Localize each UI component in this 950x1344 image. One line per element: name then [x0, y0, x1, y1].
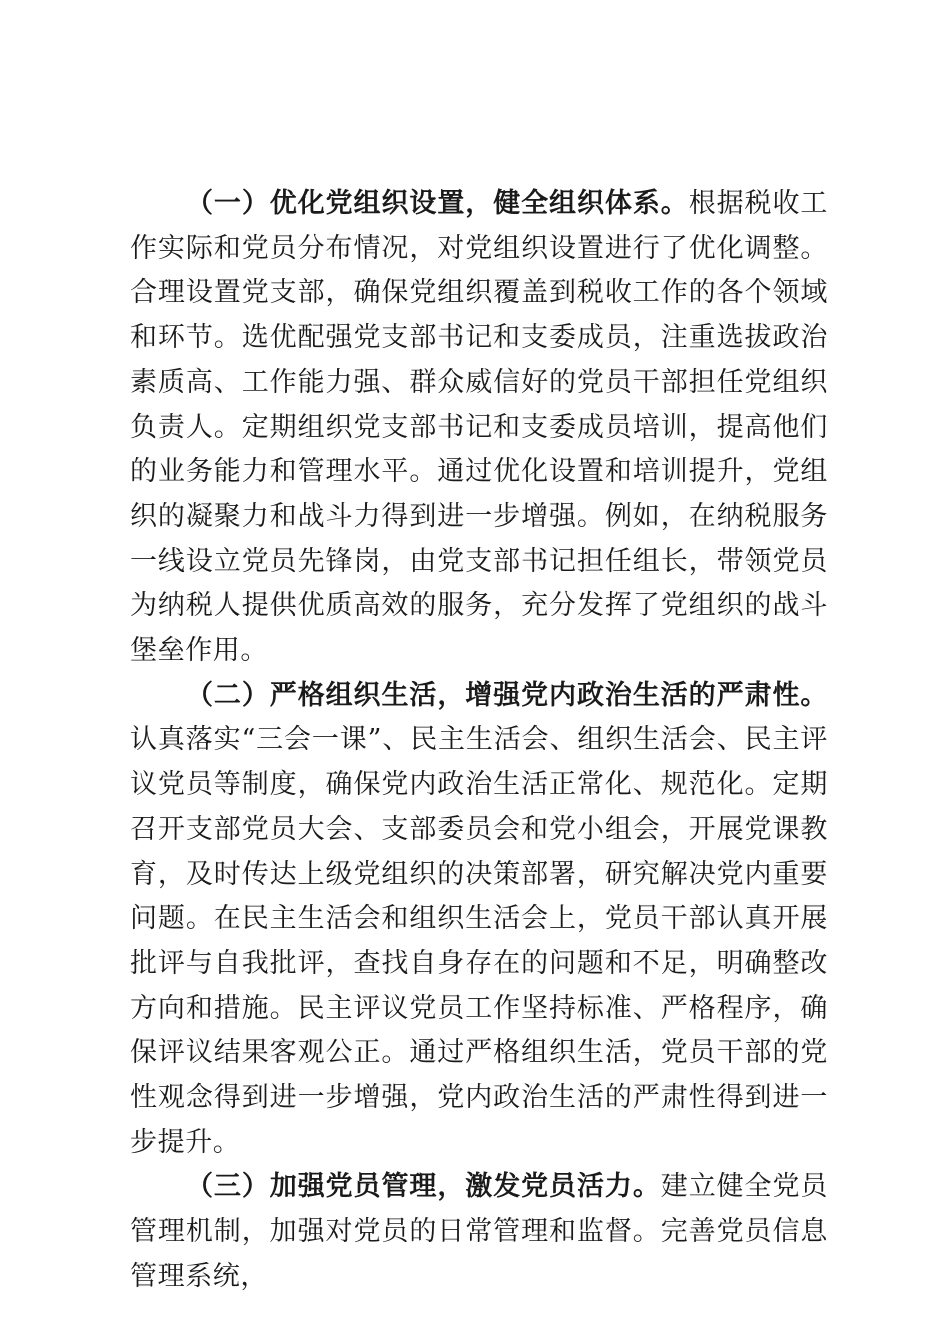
- paragraph-3-heading: （三）加强党员管理，激发党员活力。: [186, 1171, 661, 1203]
- paragraph-3: [130, 1165, 828, 1299]
- paragraph-2-heading: （二）严格组织生活，增强党内政治生活的严肃性。: [186, 679, 828, 711]
- paragraph-2: [130, 674, 828, 1166]
- paragraph-1-text: 根据税收工作实际和党员分布情况，对党组织设置进行了优化调整。合理设置党支部，确保党组织覆盖到税收工作的各个领域和环节。选优配强党支部书记和支委成员，注重选拔政治素质高、工作能力强、群众威信好的党员干部担任党组织负责人。定期组织党支部书记和支委成员培训，提高他们的业务能力和管理水平。通过优化设置和培训提升，党组织的凝聚力和战斗力得到进一步增强。例如，在纳税服务一线设立党员先锋岗，由党支部书记担任组长，带领党员为纳税人提供优质高效的服务，充分发挥了党组织的战斗堡垒作用。: [130, 188, 828, 667]
- paragraph-3-text: 建立健全党员管理机制，加强对党员的日常管理和监督。完善党员信息管理系统，: [130, 1171, 828, 1292]
- paragraph-1: [130, 182, 828, 674]
- paragraph-1-heading: （一）优化党组织设置，健全组织体系。: [186, 188, 689, 219]
- document-body: [130, 182, 828, 1300]
- paragraph-2-text: 认真落实“三会一课”、民主生活会、组织生活会、民主评议党员等制度，确保党内政治生活正常化、规范化。定期召开支部党员大会、支部委员会和党小组会，开展党课教育，及时传达上级党组织的决策部署，研究解决党内重要问题。在民主生活会和组织生活会上，党员干部认真开展批评与自我批评，查找自身存在的问题和不足，明确整改方向和措施。民主评议党员工作坚持标准、严格程序，确保评议结果客观公正。通过严格组织生活，党员干部的党性观念得到进一步增强，党内政治生活的严肃性得到进一步提升。: [130, 724, 828, 1158]
